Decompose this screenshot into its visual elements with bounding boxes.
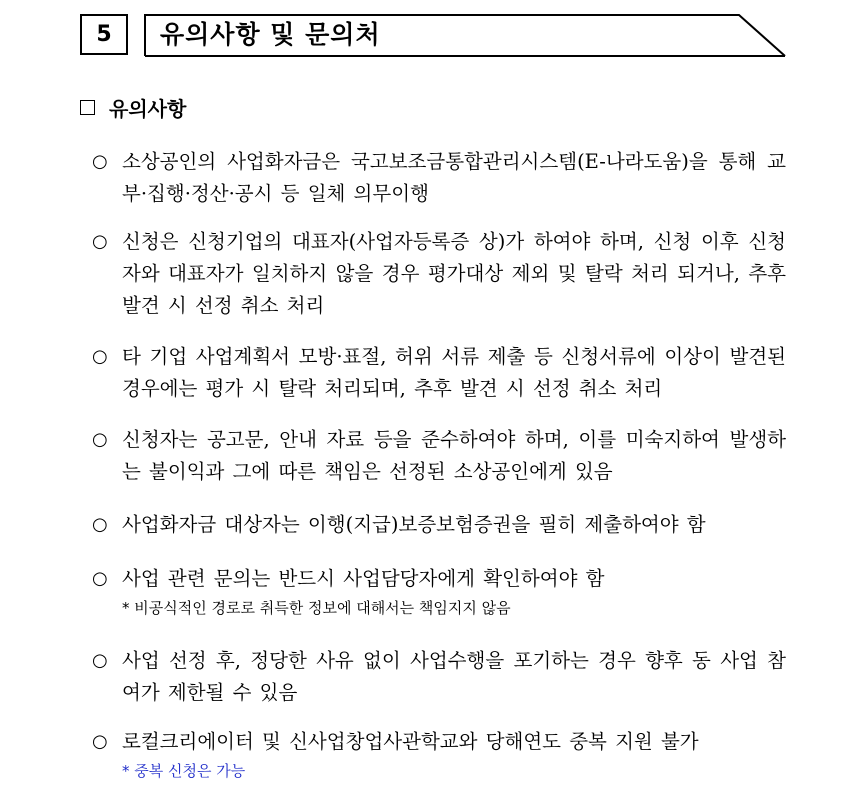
list-item bbox=[92, 341, 786, 405]
list-item-note: * 중복 신청은 가능 bbox=[122, 762, 246, 780]
list-item-text: 사업화자금 대상자는 이행(지급)보증보험증권을 필히 제출하여야 함 bbox=[122, 513, 706, 536]
circle-bullet-icon: ○ bbox=[92, 568, 108, 589]
list-item bbox=[92, 509, 786, 541]
section-number: 5 bbox=[96, 22, 112, 47]
list-item bbox=[92, 645, 786, 709]
circle-bullet-icon: ○ bbox=[92, 151, 108, 172]
circle-bullet-icon: ○ bbox=[92, 731, 108, 752]
list-item-note: * 비공식적인 경로로 취득한 정보에 대해서는 책임지지 않음 bbox=[122, 599, 511, 617]
section-number-box bbox=[80, 14, 128, 55]
circle-bullet-icon: ○ bbox=[92, 650, 108, 671]
circle-bullet-icon: ○ bbox=[92, 231, 108, 252]
list-item-text: 소상공인의 사업화자금은 국고보조금통합관리시스템(E-나라도움)을 통해 교부·집행·정산·공시 등 일체 의무이행 bbox=[122, 150, 786, 205]
subsection-title: 유의사항 bbox=[109, 96, 187, 121]
list-item-text: 신청자는 공고문, 안내 자료 등을 준수하여야 하며, 이를 미숙지하여 발생하는 불이익과 그에 따른 책임은 선정된 소상공인에게 있음 bbox=[122, 428, 786, 483]
list-item bbox=[92, 563, 786, 621]
circle-bullet-icon: ○ bbox=[92, 429, 108, 450]
list-item-text: 타 기업 사업계획서 모방·표절, 허위 서류 제출 등 신청서류에 이상이 발견된 경우에는 평가 시 탈락 처리되며, 추후 발견 시 선정 취소 처리 bbox=[122, 345, 786, 400]
list-item bbox=[92, 726, 786, 784]
circle-bullet-icon: ○ bbox=[92, 346, 108, 367]
square-bullet-icon bbox=[80, 100, 95, 115]
list-item bbox=[92, 226, 786, 322]
list-item bbox=[92, 424, 786, 488]
page-title: 유의사항 및 문의처 bbox=[160, 20, 381, 49]
list-item bbox=[92, 146, 786, 210]
subsection-heading bbox=[80, 92, 186, 122]
section-header bbox=[144, 14, 786, 57]
list-item-text: 로컬크리에이터 및 신사업창업사관학교와 당해연도 중복 지원 불가 bbox=[122, 730, 699, 753]
circle-bullet-icon: ○ bbox=[92, 514, 108, 535]
list-item-text: 사업 선정 후, 정당한 사유 없이 사업수행을 포기하는 경우 향후 동 사업 참여가 제한될 수 있음 bbox=[122, 649, 786, 704]
list-item-text: 신청은 신청기업의 대표자(사업자등록증 상)가 하여야 하며, 신청 이후 신청자와 대표자가 일치하지 않을 경우 평가대상 제외 및 탈락 처리 되거나, 추후 발견 시 선정 취소 처리 bbox=[122, 230, 786, 317]
list-item-text: 사업 관련 문의는 반드시 사업담당자에게 확인하여야 함 bbox=[122, 567, 605, 590]
